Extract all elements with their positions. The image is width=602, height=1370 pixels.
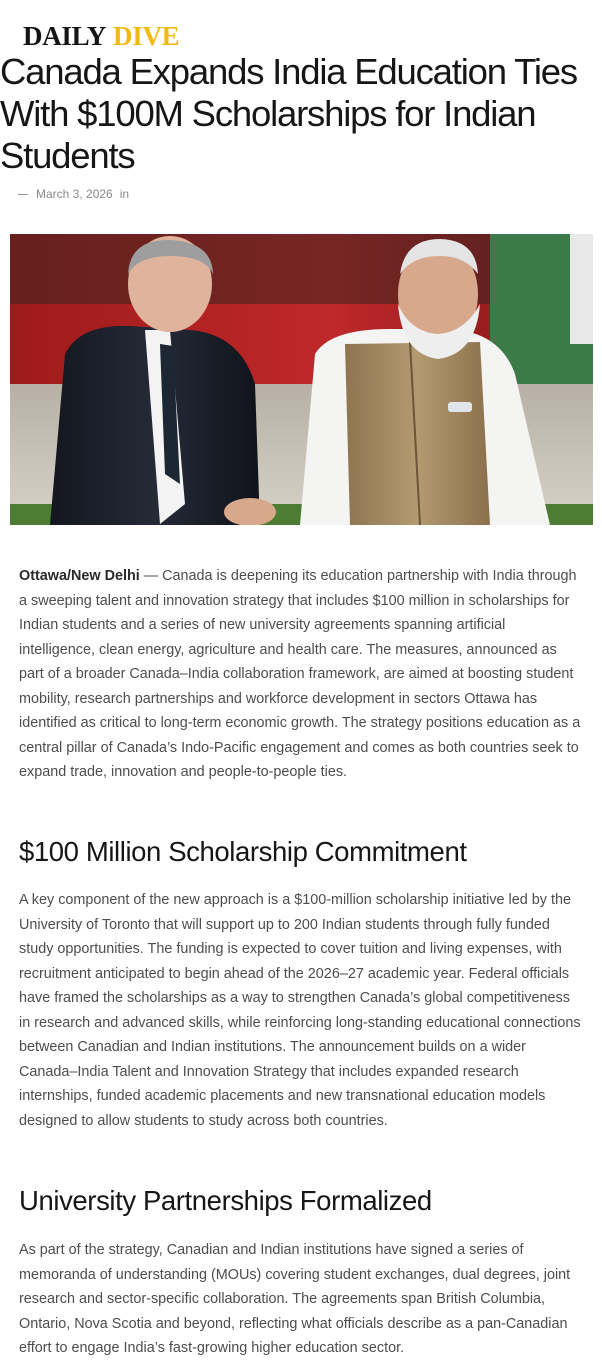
intro-paragraph bbox=[19, 564, 585, 785]
hero-photo-illustration bbox=[10, 234, 593, 525]
section-paragraph-scholarship: A key component of the new approach is a $100-million scholarship initiative led by the University of Toronto that will support up to 200 Indian students through fully funded study opportunities. The funding is expected to cover tuition and living expenses, with recruitment anticipated to begin ahead of the 2026–27 academic year. Federal officials have framed the scholarships as a way to strengthen Canada’s global competitiveness in research and advanced skills, while reinforcing long-standing educational connections between Canadian and Indian institutions. The announcement builds on a wider Canada–India Talent and Innovation Strategy that includes expanded research internships, funded academic placements and new transnational education models designed to allow students to study across both countries. bbox=[19, 892, 581, 1129]
section-paragraph-partnerships: As part of the strategy, Canadian and Indian institutions have signed a series of memoranda of understanding (MOUs) covering student exchanges, dual degrees, joint research and sector-specific collaboration. The agreements span British Columbia, Ontario, Nova Scotia and beyond, reflecting what officials describe as a pan-Canadian effort to engage India’s fast-growing higher education sector. bbox=[19, 1242, 571, 1356]
site-logo[interactable] bbox=[23, 22, 179, 50]
article-meta bbox=[18, 187, 129, 201]
intro-dateline: Ottawa/New Delhi bbox=[19, 568, 140, 584]
dash-icon bbox=[18, 194, 28, 195]
logo-daily-text: DAILY bbox=[23, 21, 107, 51]
article-title: Canada Expands India Education Ties With $100M Scholarships for Indian Students bbox=[0, 51, 577, 176]
article-date: March 3, 2026 bbox=[36, 187, 113, 201]
logo-dive-text: DIVE bbox=[113, 21, 180, 51]
intro-text: — Canada is deepening its education partnership with India through a sweeping talent and innovation strategy that includes $100 million in scholarships for Indian students and a series of new university agreements spanning artificial intelligence, clean energy, agriculture and health care. The measures, announced as part of a broader Canada–India collaboration framework, are aimed at boosting student mobility, research partnerships and workforce development in sectors Ottawa has identified as critical to long-term economic growth. The strategy positions education as a central pillar of Canada’s Indo-Pacific engagement and comes as both countries seek to expand trade, innovation and people-to-people ties. bbox=[19, 568, 581, 780]
hero-image bbox=[10, 234, 593, 525]
section-heading-scholarship: $100 Million Scholarship Commitment bbox=[19, 836, 467, 867]
category-in-label: in bbox=[119, 187, 130, 201]
section-heading-partnerships: University Partnerships Formalized bbox=[19, 1185, 432, 1216]
